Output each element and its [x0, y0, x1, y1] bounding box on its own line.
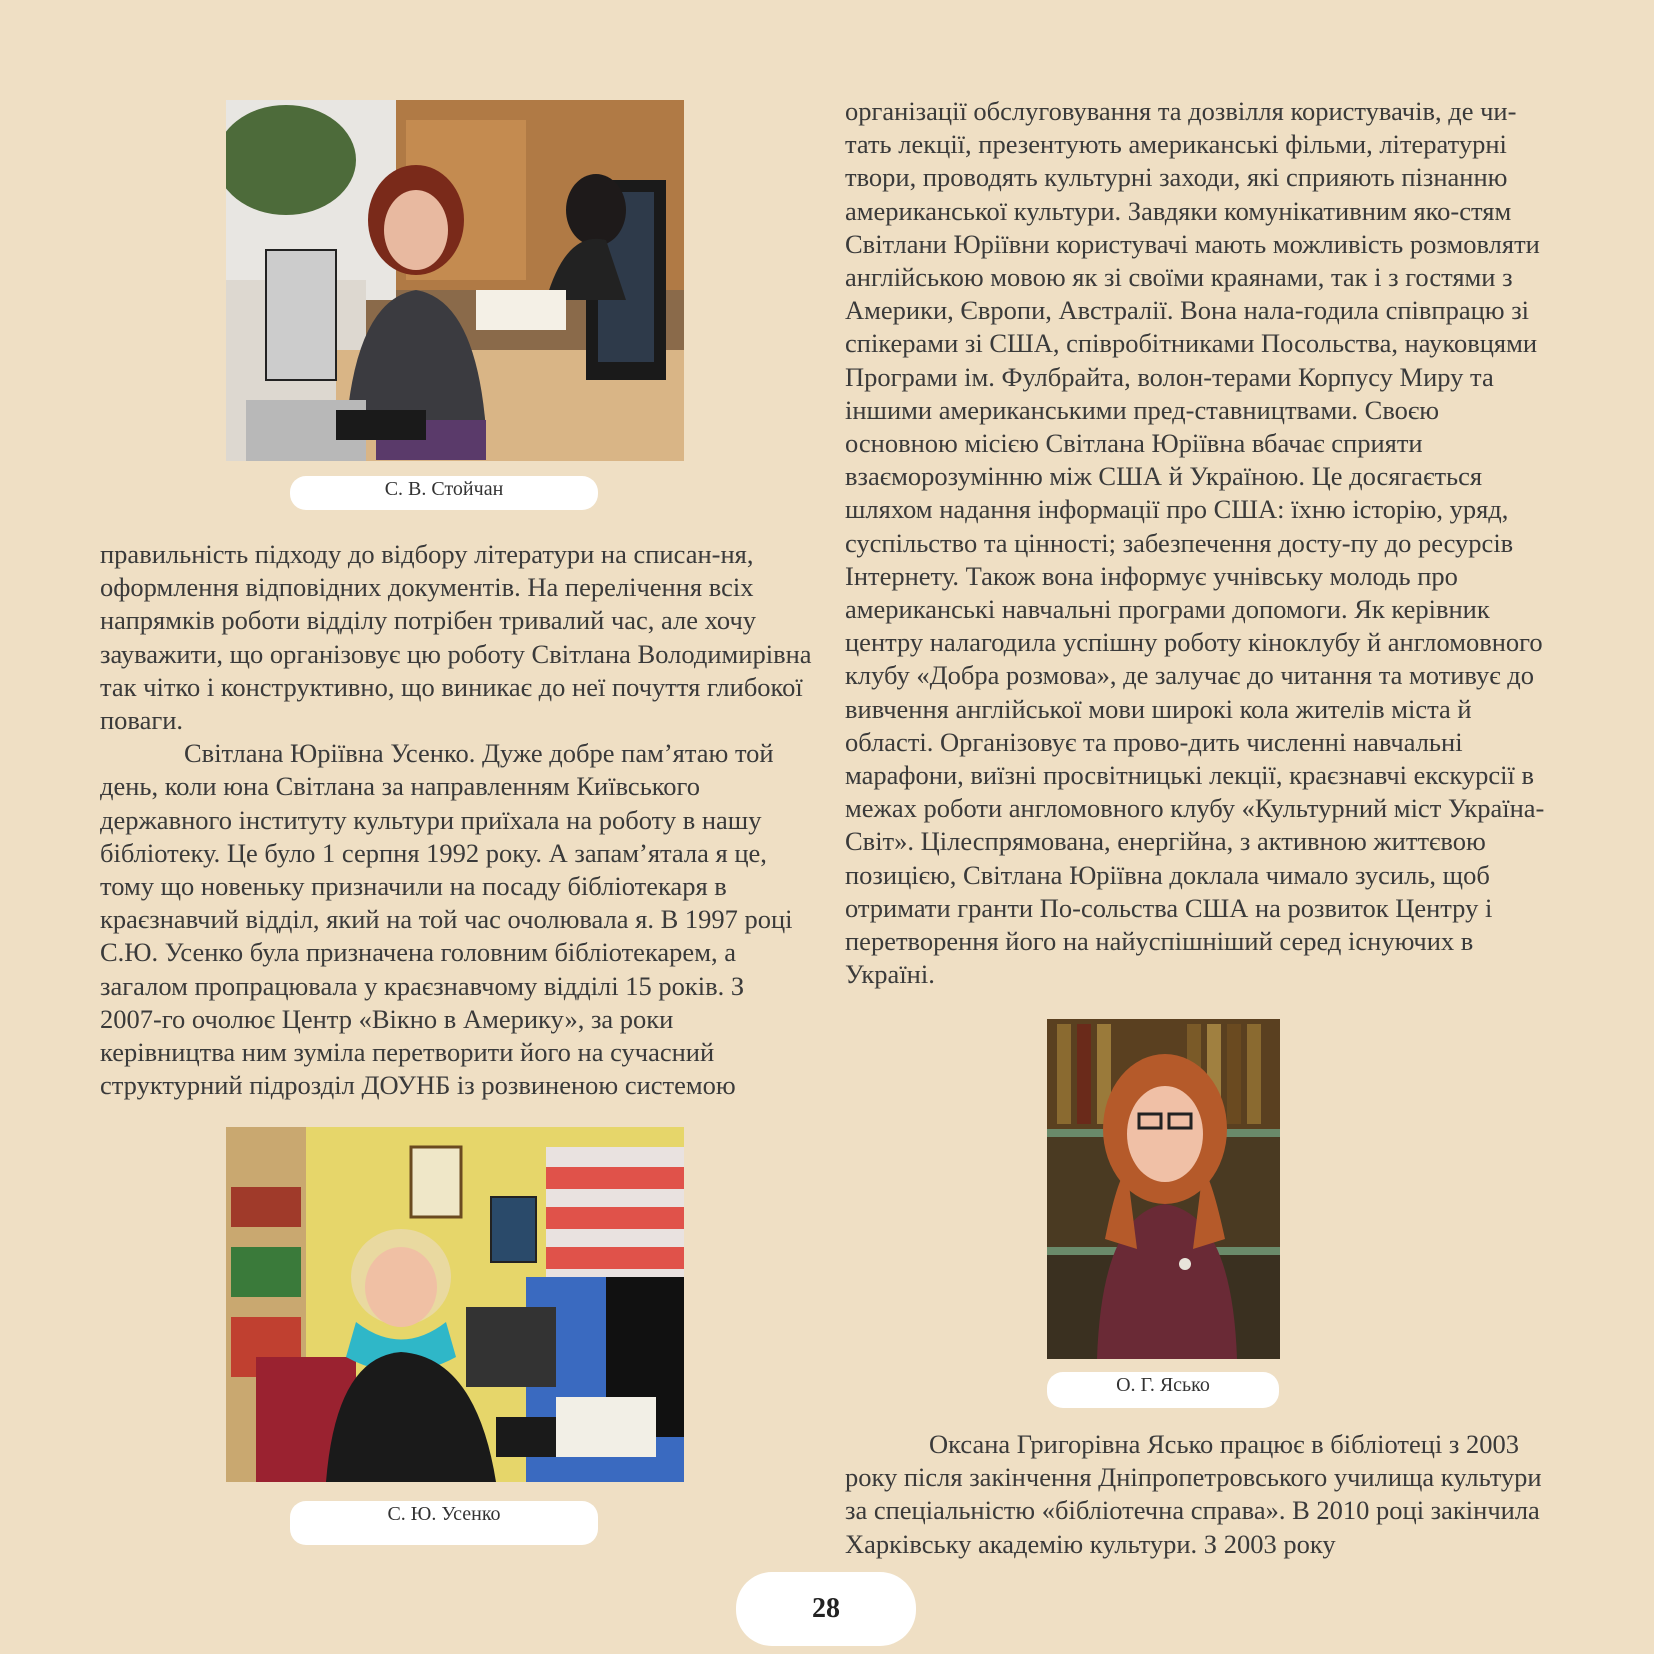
paragraph-usenko-continued: організації обслуговування та дозвілля користувачів, де чи-тать лекції, презентують американські фільми, літературні твори, проводять культурні заходи, які сприяють пізнанню американської культури. Завдяки комунікативним яко-стям Світлани Юріївни користувачі мають можливість розмовляти англійською мовою як зі своїми краянами, так і з гостями з Америки, Європи, Австралії. Вона нала-годила співпрацю зі спікерами зі США, співробітниками Посольства, науковцями Програми ім. Фулбрайта, волон-терами Корпусу Миру та іншими американськими пред-ставництвами. Своєю основною місією Світлана Юріївна вбачає сприяти взаєморозумінню між США й Україною. Це досягається шляхом надання інформації про США: їхню історію, уряд, суспільство та цінності; забезпечення досту-пу до ресурсів Інтернету. Також вона інформує учнівську молодь про американські навчальні програми допомоги. Як керівник центру налагодила успішну роботу кіноклубу й англомовного клубу «Добра розмова», де залучає до читання та мотивує до вивчення англійської мови широкі кола жителів міста й області. Організовує та прово-дить численні навчальні марафони, виїзні просвітницькі лекції, краєзнавчі екскурсії в межах роботи англомовного клубу «Культурний міст Україна-Світ». Цілеспрямована, енергійна, з активною життєвою позицією, Світлана Юріївна доклала чимало зусиль, щоб отримати гранти По-сольства США на розвиток Центру і перетворення його на найуспішніший серед існуючих в Україні. [845, 96, 1545, 990]
left-text-column [100, 538, 812, 1102]
photo-stoichan [226, 100, 684, 461]
right-text-column-top [845, 95, 1557, 991]
caption-stoichan: С. В. Стойчан [290, 476, 598, 510]
photo-usenko-image [226, 1127, 684, 1482]
paragraph-yasko-intro: Оксана Григорівна Ясько працює в бібліотеці з 2003 року після закінчення Дніпропетровського училища культури за спеціальністю «бібліотечна справа». В 2010 році закінчила Харківську академію культури. З 2003 року [845, 1429, 1542, 1559]
photo-stoichan-image [226, 100, 684, 461]
caption-yasko: О. Г. Ясько [1047, 1372, 1279, 1408]
photo-usenko [226, 1127, 684, 1482]
right-text-column-bottom [845, 1428, 1557, 1561]
paragraph-usenko-intro: Світлана Юріївна Усенко. Дуже добре пам’ятаю той день, коли юна Світлана за направленням Київського державного інституту культури приїхала на роботу в нашу бібліотеку. Це було 1 серпня 1992 року. А запам’ятала я це, тому що новеньку призначили на посаду бібліотекаря в краєзнавчий відділ, який на той час очолювала я. В 1997 році С.Ю. Усенко була призначена головним бібліотекарем, а загалом пропрацювала у краєзнавчому відділі 15 років. З 2007-го очолює Центр «Вікно в Америку», за роки керівництва ним зуміла перетворити його на сучасний структурний підрозділ ДОУНБ із розвиненою системою [100, 738, 793, 1101]
photo-yasko-image [1047, 1019, 1280, 1359]
caption-usenko: С. Ю. Усенко [290, 1501, 598, 1545]
photo-yasko [1047, 1019, 1280, 1359]
page-number: 28 [736, 1572, 916, 1646]
paragraph-stoichan-end: правильність підходу до відбору літератури на списан-ня, оформлення відповідних документів. На перелічення всіх напрямків роботи відділу потрібен тривалий час, але хочу зауважити, що організовує цю роботу Світлана Володимирівна так чітко і конструктивно, що виникає до неї почуття глибокої поваги. [100, 539, 812, 736]
